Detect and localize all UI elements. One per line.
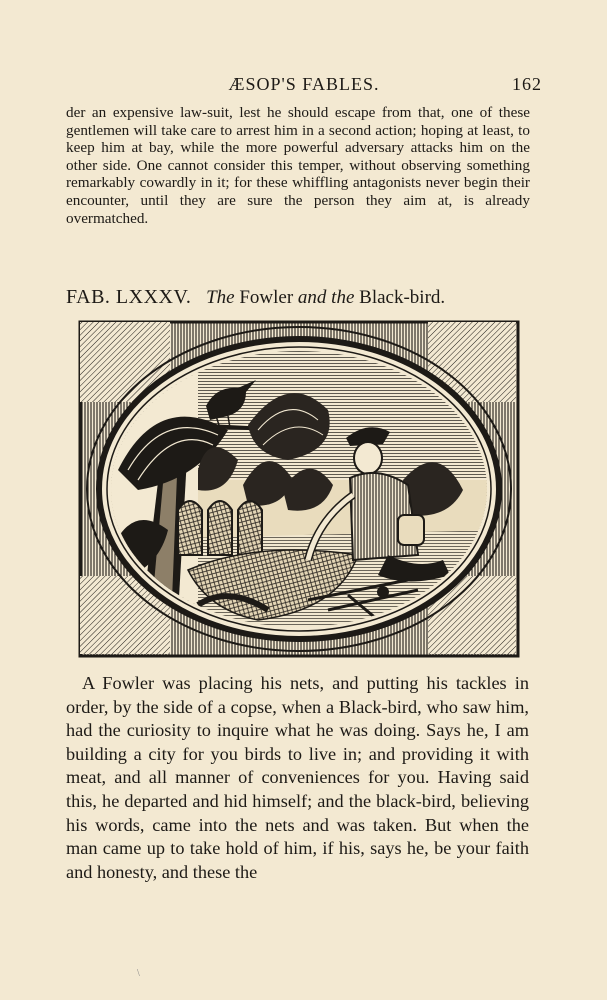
fable-number: FAB. LXXXV. <box>66 286 192 308</box>
fable-heading <box>66 286 536 309</box>
fable-title-fowler: Fowler <box>239 287 294 308</box>
fable-title-the: The <box>206 287 235 308</box>
intro-paragraph: der an expensive law-suit, lest he should escape from that, one of these gentlemen will take care to arrest him in a second action; hoping at least, to keep him at bay, while the more powerful adversary attacks him on the other side. One cannot consider this temper, without observing something remarkably cowardly in it; for these whiffling antagonists never begin their encounter, until they are sure the person they aim at, is already overmatched. <box>66 104 530 227</box>
fable-title-and-the: and the <box>297 287 355 308</box>
intro-paragraph-block <box>66 104 530 227</box>
running-head <box>66 74 542 98</box>
fable-title-blackbird: Black-bird. <box>359 287 446 308</box>
print-mark: \ <box>137 968 140 979</box>
page-number: 162 <box>512 74 542 94</box>
net-frames <box>178 501 262 555</box>
fable-text-block <box>66 672 529 884</box>
running-head-title: ÆSOP'S FABLES. <box>228 74 380 94</box>
woodcut-illustration <box>78 320 520 658</box>
fable-paragraph: A Fowler was placing his nets, and putting his tackles in order, by the side of a copse, when a Black-bird, who saw him, had the curiosity to inquire what he was doing. Says he, I am building a city for you birds to live in; and providing it with meat, and all manner of conveniences for you. Having said this, he departed and hid himself; and the black-bird, believing his words, came into the nets and was taken. But when the man came up to take hold of him, if his, says he, be your faith and honesty, and these the <box>66 673 529 882</box>
